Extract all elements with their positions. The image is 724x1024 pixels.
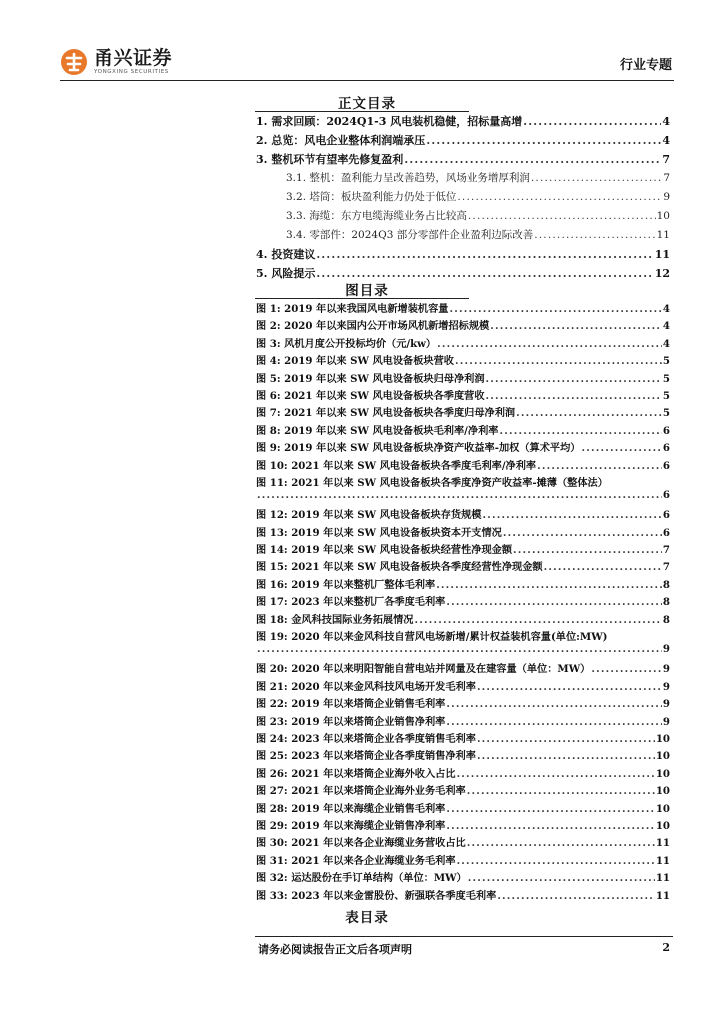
dot-leader (531, 172, 662, 184)
figure-entry[interactable] (256, 387, 670, 404)
toc-entry-page: 10 (655, 802, 670, 815)
toc-entry-label: 图 21: 2020 年以来金风科技风电场开发毛利率 (256, 680, 476, 693)
figure-entry[interactable] (256, 576, 670, 593)
toc-entry-label: 图 17: 2023 年以来整机厂各季度毛利率 (256, 596, 446, 609)
dot-leader (414, 614, 661, 626)
figure-entry[interactable] (256, 834, 670, 851)
dot-leader (581, 442, 661, 454)
figure-entry[interactable] (256, 765, 670, 782)
figure-entry[interactable] (256, 524, 670, 541)
toc-entry-label: 图 6: 2021 年以来 SW 风电设备板块各季度营收 (256, 389, 485, 402)
toc-entry-label: 图 29: 2019 年以来海缆企业销售净利率 (256, 819, 446, 832)
figure-entry[interactable] (256, 817, 670, 834)
toc-entry-page: 9 (662, 663, 670, 676)
toc-entry-page: 7 (663, 172, 670, 184)
dot-leader (316, 248, 653, 261)
toc-entry-page: 10 (655, 767, 670, 780)
toc-entry-page: 9 (662, 643, 670, 656)
dot-leader (446, 803, 654, 815)
toc-entry-label: 图 32: 运达股份在手订单结构（单位：MW） (256, 872, 467, 885)
figure-entry[interactable] (256, 439, 670, 456)
dot-leader (477, 750, 655, 762)
toc-entry-page: 6 (662, 442, 670, 455)
toc-entry-page: 9 (663, 191, 670, 203)
toc-entry-label: 图 19: 2020 年以来金风科技自营风电场新增/累计权益装机容量(单位:MW) (256, 631, 608, 644)
figures-list (256, 300, 670, 904)
toc-entry[interactable] (256, 227, 670, 246)
dot-leader (404, 153, 661, 166)
figure-entry[interactable] (256, 852, 670, 869)
figure-entry[interactable] (256, 730, 670, 747)
dot-leader (477, 733, 655, 745)
toc-entry-label: 图 2: 2020 年以来国内公开市场风机新增招标规模 (256, 320, 490, 333)
toc-entry-page: 4 (662, 303, 670, 315)
toc-entry-page: 10 (656, 210, 670, 222)
figure-entry[interactable] (256, 628, 670, 643)
dot-leader (468, 872, 655, 884)
dot-leader (257, 489, 662, 501)
page-header (60, 46, 674, 82)
figure-entry[interactable] (256, 660, 670, 677)
footer-disclaimer: 请务必阅读报告正文后各项声明 (258, 943, 412, 956)
toc-entry[interactable] (256, 113, 670, 132)
dot-leader (426, 134, 661, 147)
toc-entry-page: 8 (662, 578, 670, 591)
toc-entry-page: 7 (662, 153, 670, 166)
figure-entry-continuation[interactable] (256, 489, 670, 506)
logo-cn-text: 甬兴证券 (94, 47, 173, 69)
toc-entry-label: 图 31: 2021 年以来各企业海缆业务毛利率 (256, 854, 456, 867)
figure-entry[interactable] (256, 317, 670, 334)
toc-entry-label: 图 1: 2019 年以来我国风电新增装机容量 (256, 303, 449, 315)
toc-entry-label: 图 15: 2021 年以来 SW 风电设备板块各季度经营性净现金额 (256, 561, 543, 574)
toc-entry-label: 图 18: 金风科技国际业务拓展情况 (256, 613, 414, 626)
dot-leader (523, 115, 661, 128)
toc-entry-label: 图 7: 2021 年以来 SW 风电设备板块各季度归母净利润 (256, 407, 516, 420)
dot-leader (449, 303, 661, 315)
toc-entry[interactable] (256, 189, 670, 208)
dot-leader (477, 681, 662, 693)
toc-entry-page: 10 (655, 819, 670, 832)
footer-page-number: 2 (662, 941, 670, 954)
dot-leader (457, 855, 655, 867)
dot-leader (497, 890, 655, 902)
dot-leader (482, 509, 661, 521)
figure-entry[interactable] (256, 474, 670, 489)
toc-entry-page: 6 (662, 488, 670, 501)
toc-entry-page: 7 (662, 561, 670, 574)
toc-entry[interactable] (256, 170, 670, 189)
toc-entry-label: 图 24: 2023 年以来塔筒企业各季度销售毛利率 (256, 732, 476, 745)
toc-entry-label: 4. 投资建议 (256, 248, 316, 261)
figures-title: 图目录 (345, 283, 389, 299)
dot-leader (537, 460, 662, 472)
toc-entry-page: 11 (655, 889, 670, 902)
toc-entry-label: 图 22: 2019 年以来塔筒企业销售毛利率 (256, 698, 446, 711)
toc-entry-label: 5. 风险提示 (256, 267, 316, 280)
dot-leader (499, 425, 661, 437)
toc-entry-page: 6 (662, 526, 670, 539)
figure-entry[interactable] (256, 887, 670, 904)
toc-entry-label: 图 11: 2021 年以来 SW 风电设备板块各季度净资产收益率-摊薄（整体法） (256, 476, 608, 489)
toc-entry-page: 5 (662, 389, 670, 402)
toc-entry-label: 2. 总览：风电企业整体利润端承压 (256, 134, 426, 147)
toc-title-divider (255, 111, 469, 112)
toc-entry-label: 图 20: 2020 年以来明阳智能自营电站并网量及在建容量（单位：MW） (256, 663, 591, 676)
figure-entry[interactable] (256, 541, 670, 558)
dot-leader (467, 837, 655, 849)
figure-entry[interactable] (256, 713, 670, 730)
toc-entry-page: 11 (654, 248, 670, 261)
toc-entry-page: 4 (662, 134, 670, 147)
toc-title: 正文目录 (338, 96, 396, 112)
toc-entry-page: 5 (662, 372, 670, 385)
dot-leader (446, 698, 662, 710)
figure-entry[interactable] (256, 747, 670, 764)
report-type-label: 行业专题 (619, 58, 672, 73)
toc-entry-page: 11 (655, 872, 670, 885)
toc-entry-label: 图 4: 2019 年以来 SW 风电设备板块营收 (256, 355, 454, 368)
dot-leader (446, 596, 662, 608)
figure-entry[interactable] (256, 678, 670, 695)
footer-divider (255, 936, 673, 937)
logo-en-text: YONGXING SECURITIES (94, 69, 169, 75)
toc-entry-label: 图 28: 2019 年以来海缆企业销售毛利率 (256, 802, 446, 815)
toc-entry-label: 图 8: 2019 年以来 SW 风电设备板块毛利率/净利率 (256, 424, 499, 437)
figure-entry[interactable] (256, 593, 670, 610)
toc-entry-page: 10 (655, 785, 670, 798)
company-logo (60, 48, 172, 76)
figure-entry[interactable] (256, 782, 670, 799)
toc-entry-label: 图 16: 2019 年以来整机厂整体毛利率 (256, 578, 436, 591)
figure-entry[interactable] (256, 457, 670, 474)
toc-entry[interactable] (256, 208, 670, 227)
toc-entry-page: 4 (662, 320, 670, 333)
toc-entry-label: 图 10: 2021 年以来 SW 风电设备板块各季度毛利率/净利率 (256, 459, 537, 472)
figure-entry[interactable] (256, 611, 670, 628)
figure-entry[interactable] (256, 558, 670, 575)
logo-mark-icon (60, 48, 88, 76)
dot-leader (490, 320, 662, 332)
toc-entry-page: 11 (656, 229, 670, 241)
toc-entry-label: 图 3: 风机月度公开投标均价（元/kw） (256, 337, 437, 350)
toc-entry-page: 9 (662, 680, 670, 693)
toc-entry-label: 图 9: 2019 年以来 SW 风电设备板块净资产收益率-加权（算术平均） (256, 442, 581, 455)
toc-entry-label: 3.2. 塔筒：板块盈利能力仍处于低位 (286, 191, 457, 203)
toc-entry-label: 图 25: 2023 年以来塔筒企业各季度销售净利率 (256, 750, 476, 763)
toc-entry-page: 9 (662, 698, 670, 711)
toc-entry[interactable] (256, 246, 670, 265)
dot-leader (455, 355, 662, 367)
toc-entry-page: 10 (655, 732, 670, 745)
toc-entry-page: 8 (662, 613, 670, 626)
toc-entry-page: 10 (655, 750, 670, 763)
dot-leader (534, 229, 655, 241)
toc-entry-label: 图 12: 2019 年以来 SW 风电设备板块存货规模 (256, 509, 482, 522)
toc-entry-label: 3.1. 整机：盈利能力呈改善趋势，风场业务增厚利润 (286, 172, 530, 184)
dot-leader (544, 561, 662, 573)
dot-leader (257, 643, 662, 655)
figure-entry[interactable] (256, 335, 670, 352)
toc-entry-page: 12 (654, 267, 670, 280)
toc-entry-page: 4 (662, 337, 670, 350)
toc-entry-page: 9 (662, 715, 670, 728)
figure-entry[interactable] (256, 422, 670, 439)
toc-entry-label: 图 33: 2023 年以来金雷股份、新强联各季度毛利率 (256, 889, 497, 902)
dot-leader (513, 544, 662, 556)
figures-title-divider (255, 298, 469, 299)
dot-leader (503, 527, 662, 539)
toc-entry-page: 6 (662, 459, 670, 472)
toc-entry[interactable] (256, 151, 670, 170)
toc-entry-label: 图 27: 2021 年以来塔筒企业海外业务毛利率 (256, 785, 466, 798)
dot-leader (436, 579, 662, 591)
toc-entry-label: 图 14: 2019 年以来 SW 风电设备板块经营性净现金额 (256, 544, 513, 557)
dot-leader (457, 191, 662, 203)
dot-leader (437, 338, 662, 350)
figure-entry[interactable] (256, 404, 670, 421)
figure-entry-continuation[interactable] (256, 643, 670, 660)
toc-list (256, 113, 670, 284)
dot-leader (467, 785, 655, 797)
toc-entry-label: 1. 需求回顾：2024Q1-3 风电装机稳健，招标量高增 (256, 115, 523, 128)
toc-entry-label: 图 5: 2019 年以来 SW 风电设备板块归母净利润 (256, 372, 485, 385)
dot-leader (468, 210, 656, 222)
toc-entry-page: 5 (662, 407, 670, 420)
dot-leader (446, 716, 662, 728)
dot-leader (516, 407, 662, 419)
dot-leader (457, 768, 655, 780)
toc-entry-page: 4 (662, 115, 670, 128)
toc-entry-label: 图 23: 2019 年以来塔筒企业销售净利率 (256, 715, 446, 728)
toc-entry-label: 3.4. 零部件：2024Q3 部分零部件企业盈利边际改善 (286, 229, 534, 241)
toc-entry-page: 11 (655, 854, 670, 867)
figure-entry[interactable] (256, 869, 670, 886)
toc-entry-label: 图 13: 2019 年以来 SW 风电设备板块资本开支情况 (256, 526, 502, 539)
toc-entry-label: 图 26: 2021 年以来塔筒企业海外收入占比 (256, 767, 456, 780)
toc-entry-label: 3.3. 海缆：东方电缆海缆业务占比较高 (286, 210, 467, 222)
toc-entry[interactable] (256, 132, 670, 151)
toc-entry-page: 8 (662, 596, 670, 609)
figure-entry[interactable] (256, 695, 670, 712)
toc-entry-page: 7 (662, 544, 670, 557)
header-divider (60, 80, 674, 81)
tables-title: 表目录 (345, 910, 389, 926)
dot-leader (591, 663, 662, 675)
dot-leader (486, 390, 662, 402)
toc-entry-page: 6 (662, 424, 670, 437)
dot-leader (486, 373, 662, 385)
figure-entry[interactable] (256, 370, 670, 387)
dot-leader (446, 820, 654, 832)
figure-entry[interactable] (256, 300, 670, 317)
toc-entry-label: 图 30: 2021 年以来各企业海缆业务营收占比 (256, 837, 466, 850)
toc-entry-page: 5 (662, 355, 670, 368)
toc-entry-label: 3. 整机环节有望率先修复盈利 (256, 153, 404, 166)
toc-entry-page: 11 (655, 837, 670, 850)
toc-entry-page: 6 (662, 509, 670, 522)
figure-entry[interactable] (256, 352, 670, 369)
figure-entry[interactable] (256, 800, 670, 817)
figure-entry[interactable] (256, 506, 670, 523)
